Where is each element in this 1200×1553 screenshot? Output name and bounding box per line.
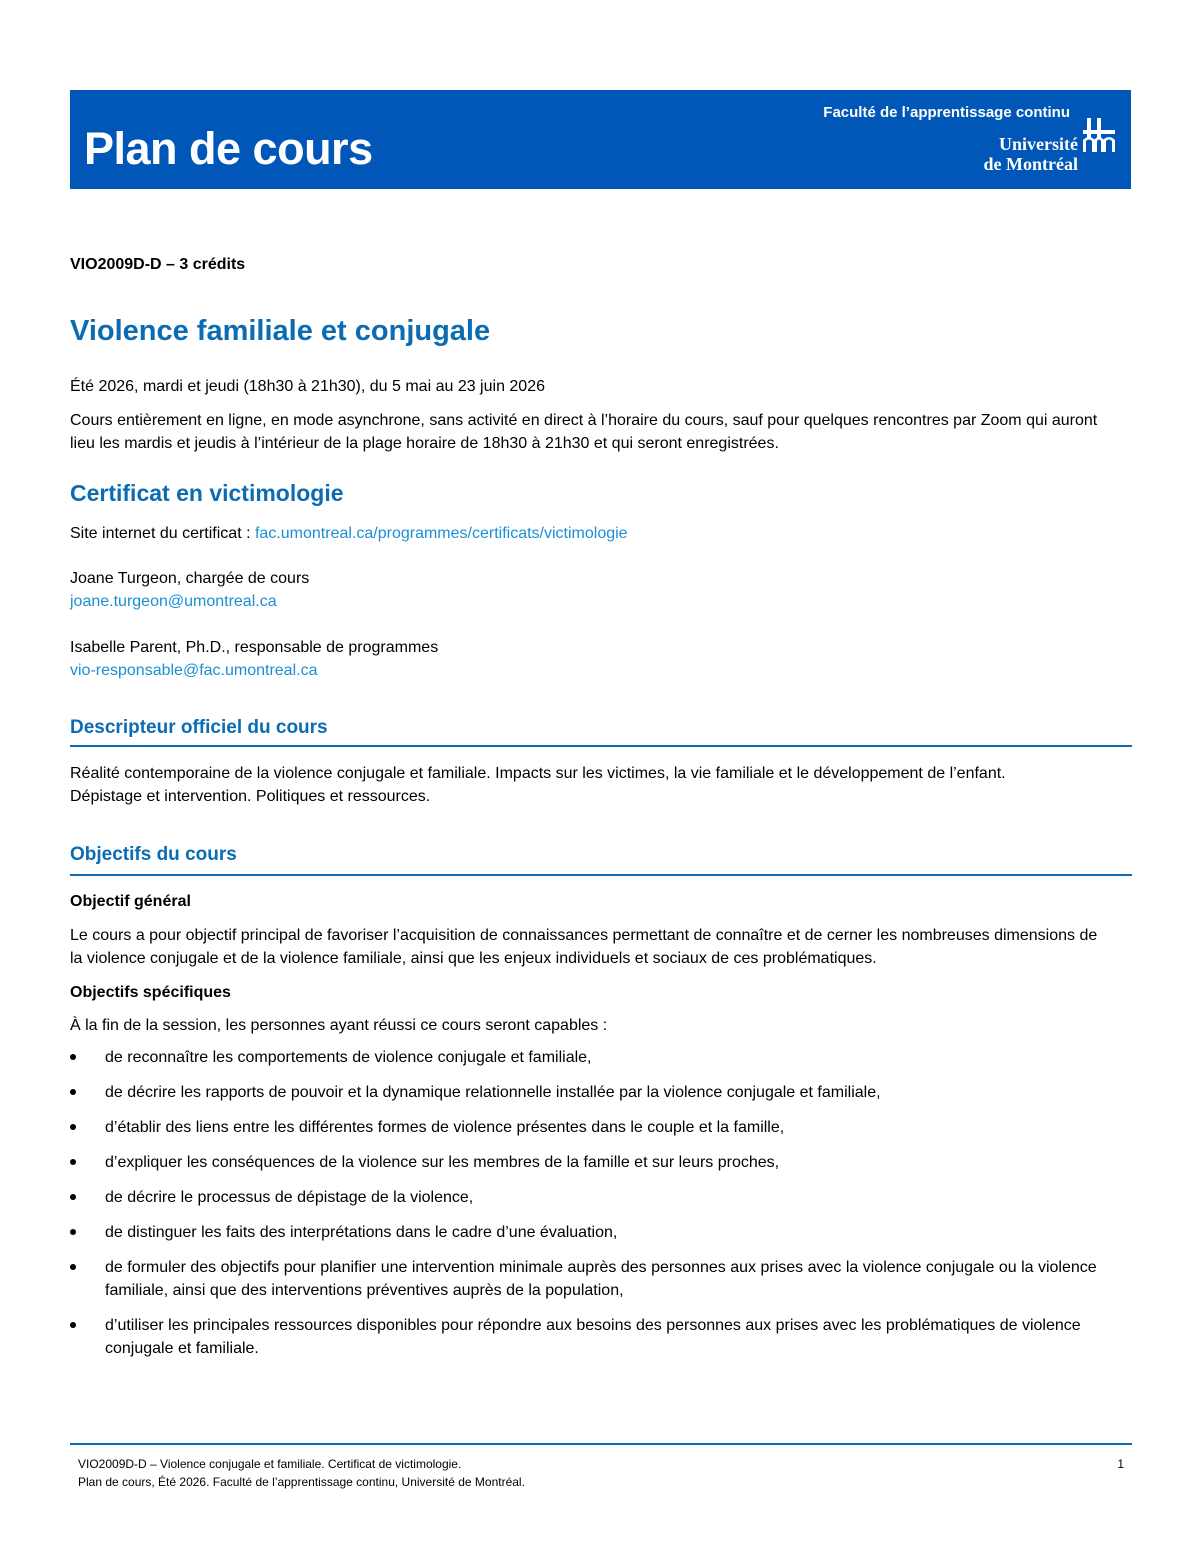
university-wordmark [984, 134, 1078, 174]
list-item: de distinguer les faits des interprétations dans le cadre d’une évaluation, [70, 1221, 1120, 1244]
bullet-icon [70, 1054, 76, 1060]
list-item: de formuler des objectifs pour planifier une intervention minimale auprès des personnes aux prises avec la violence conjugale ou la violence familiale, ainsi que des interventions préventives auprès de la population, [70, 1256, 1120, 1302]
footer-line2: Plan de cours, Été 2026. Faculté de l’apprentissage continu, Université de Montréal. [78, 1475, 525, 1489]
list-item: de reconnaître les comportements de violence conjugale et familiale, [70, 1046, 1120, 1069]
list-item: de décrire les rapports de pouvoir et la dynamique relationnelle installée par la violence conjugale et familiale, [70, 1081, 1120, 1104]
contact-name: Joane Turgeon, chargée de cours [70, 570, 310, 587]
bullet-icon [70, 1159, 76, 1165]
list-item: d’utiliser les principales ressources disponibles pour répondre aux besoins des personnes aux prises avec les problématiques de violence conjugale et familiale. [70, 1314, 1120, 1360]
section-divider [70, 874, 1132, 876]
descriptor-line2: Dépistage et intervention. Politiques et ressources. [70, 788, 431, 805]
bullet-icon [70, 1124, 76, 1130]
contact-instructor [70, 567, 309, 613]
bullet-icon [70, 1322, 76, 1328]
university-line1: Université [999, 134, 1078, 154]
footer-divider [70, 1443, 1132, 1445]
university-logo-icon [1083, 118, 1115, 152]
descriptor-line1: Réalité contemporaine de la violence conjugale et familiale. Impacts sur les victimes, la vie familiale et le développement de l’enfant. [70, 765, 1006, 782]
certificate-site-link[interactable]: fac.umontreal.ca/programmes/certificats/victimologie [254, 525, 628, 542]
bullet-icon [70, 1194, 76, 1200]
contact-program-lead [70, 636, 438, 682]
bullet-icon [70, 1229, 76, 1235]
general-objective-text [70, 924, 1097, 970]
certificate-site [70, 522, 628, 545]
general-objective-line1: Le cours a pour objectif principal de favoriser l’acquisition de connaissances permettant de connaître et de cerner les nombreuses dimensions de [70, 927, 1098, 944]
section-divider [70, 745, 1132, 747]
course-format-line1: Cours entièrement en ligne, en mode asynchrone, sans activité en direct à l’horaire du cours, sauf pour quelques rencontres par Zoom qui auront [70, 412, 1098, 429]
course-format [70, 409, 1097, 455]
certificate-heading: Certificat en victimologie [70, 480, 344, 506]
contact-email-link[interactable]: vio-responsable@fac.umontreal.ca [70, 662, 318, 679]
course-title: Violence familiale et conjugale [70, 315, 491, 347]
page-title: Plan de cours [84, 123, 373, 174]
general-objective-heading: Objectif général [70, 893, 191, 910]
course-format-line2: lieu les mardis et jeudis à l’intérieur de la plage horaire de 18h30 à 21h30 et qui seront enregistrées. [70, 435, 779, 452]
contact-email-link[interactable]: joane.turgeon@umontreal.ca [70, 593, 277, 610]
specific-objectives-heading: Objectifs spécifiques [70, 984, 231, 1001]
descriptor-text [70, 762, 1006, 808]
faculty-name: Faculté de l’apprentissage continu [823, 104, 1070, 121]
descriptor-heading: Descripteur officiel du cours [70, 717, 328, 738]
bullet-icon [70, 1264, 76, 1270]
page-number: 1 [1117, 1457, 1124, 1471]
bullet-icon [70, 1089, 76, 1095]
list-item: d’expliquer les conséquences de la violence sur les membres de la famille et sur leurs proches, [70, 1151, 1120, 1174]
contact-name: Isabelle Parent, Ph.D., responsable de programmes [70, 639, 439, 656]
objectives-list [70, 1046, 1120, 1372]
course-code: VIO2009D-D – 3 crédits [70, 256, 246, 273]
general-objective-line2: la violence conjugale et de la violence familiale, ainsi que les enjeux individuels et sociaux de ces problématiques. [70, 950, 877, 967]
header-banner [70, 90, 1131, 189]
page-footer [78, 1455, 1124, 1491]
certificate-site-label: Site internet du certificat : [70, 525, 255, 542]
list-item: de décrire le processus de dépistage de la violence, [70, 1186, 1120, 1209]
specific-objectives-intro: À la fin de la session, les personnes ayant réussi ce cours seront capables : [70, 1017, 608, 1034]
course-schedule: Été 2026, mardi et jeudi (18h30 à 21h30), du 5 mai au 23 juin 2026 [70, 378, 545, 395]
university-line2: de Montréal [983, 154, 1078, 174]
list-item: d’établir des liens entre les différentes formes de violence présentes dans le couple et la famille, [70, 1116, 1120, 1139]
objectives-heading: Objectifs du cours [70, 844, 237, 865]
footer-line1: VIO2009D-D – Violence conjugale et familiale. Certificat de victimologie. [78, 1457, 462, 1471]
